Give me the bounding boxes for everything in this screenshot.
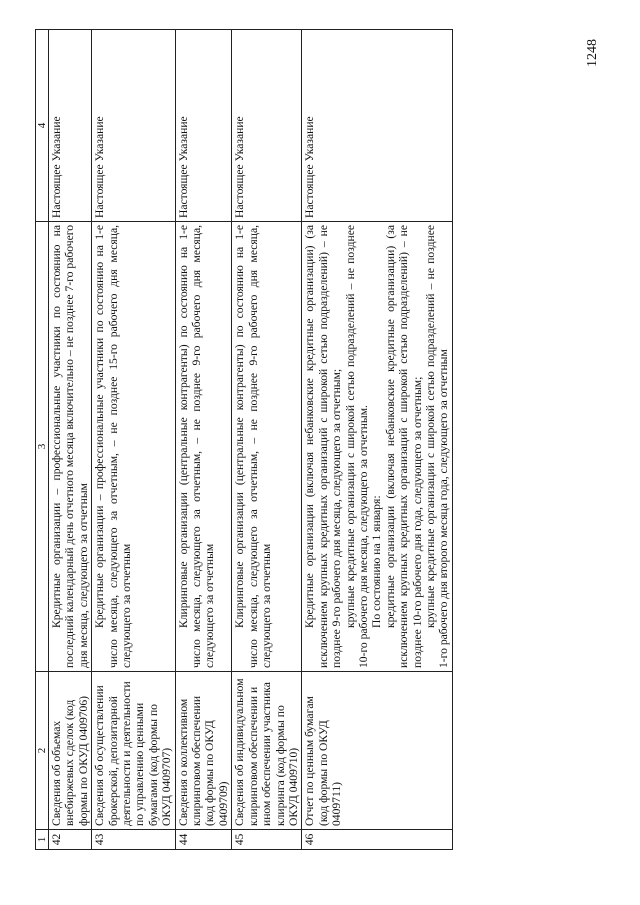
- deadline-paragraph: кредитные организации (включая небанковские кредитные организации) (за исключением крупных кредитных организаций с широкой сетью подразделений) – не позднее 10-го рабочего дня года, следующего за отчетным;: [383, 225, 424, 668]
- table-row: [92, 30, 175, 850]
- governing-document: Настоящее Указание: [302, 30, 452, 222]
- governing-document: Настоящее Указание: [232, 30, 302, 222]
- governing-document: Настоящее Указание: [92, 30, 175, 222]
- form-name: Отчет по ценным бумагам (код формы по ОКУД 0409711): [302, 672, 452, 830]
- submission-deadline: [232, 222, 302, 672]
- table-row: [175, 30, 232, 850]
- row-number: 44: [175, 830, 232, 850]
- reporting-forms-table: [35, 29, 453, 850]
- row-number: 43: [92, 830, 175, 850]
- row-number: 45: [232, 830, 302, 850]
- row-number: 46: [302, 830, 452, 850]
- column-header: 3: [36, 222, 49, 672]
- form-name: Сведения об объемах внебиржевых сделок (код формы по ОКУД 0409706): [49, 672, 92, 830]
- column-header: 2: [36, 672, 49, 830]
- table-row: [49, 30, 92, 850]
- deadline-paragraph: Клиринговые организации (центральные контрагенты) по состоянию на 1-е число месяца, следующего за отчетным, – не позднее 9-го рабочего дня месяца, следующего за отчетным: [233, 225, 274, 668]
- deadline-paragraph: крупные кредитные организации с широкой сетью подразделений – не позднее 1-го рабочего дня второго месяца года, следующего за отчетным: [423, 225, 451, 668]
- form-name: Сведения об индивидуальном клиринговом обеспечении и ином обеспечении участника клиринга (код формы по ОКУД 0409710): [232, 672, 302, 830]
- deadline-paragraph: крупные кредитные организации с широкой сетью подразделений – не позднее 10-го рабочего дня месяца, следующего за отчетным.: [343, 225, 370, 668]
- form-name: Сведения об осуществлении брокерской, депозитарной деятельности и деятельности по управлению ценными бумагами (код формы по ОКУД 0409707): [92, 672, 175, 830]
- deadline-paragraph: Кредитные организации – профессиональные участники по состоянию на последний календарный день отчетного месяца включительно – не позднее 7-го рабочего дня месяца, следующего за отчетным: [50, 225, 90, 668]
- page-number: 1248: [585, 39, 600, 67]
- deadline-paragraph: Клиринговые организации (центральные контрагенты) по состоянию на 1-е число месяца, следующего за отчетным, – не позднее 9-го рабочего дня месяца, следующего за отчетным: [176, 225, 217, 668]
- submission-deadline: [175, 222, 232, 672]
- submission-deadline: [302, 222, 452, 672]
- row-number: 42: [49, 830, 92, 850]
- table-row: [302, 30, 452, 850]
- table-row: [232, 30, 302, 850]
- governing-document: Настоящее Указание: [49, 30, 92, 222]
- table-header-row: [36, 30, 49, 850]
- column-header: 1: [36, 830, 49, 850]
- deadline-paragraph: По состоянию на 1 января:: [370, 495, 384, 628]
- column-header: 4: [36, 30, 49, 222]
- deadline-paragraph: Кредитные организации – профессиональные участники по состоянию на 1-е число месяца, следующего за отчетным, – не позднее 15-го рабочего дня месяца, следующего за отчетным: [93, 225, 134, 668]
- form-name: Сведения о коллективном клиринговом обеспечении (код формы по ОКУД 0409709): [175, 672, 232, 830]
- submission-deadline: [49, 222, 92, 672]
- submission-deadline: [92, 222, 175, 672]
- governing-document: Настоящее Указание: [175, 30, 232, 222]
- deadline-paragraph: Кредитные организации (включая небанковские кредитные организации) (за исключением крупных кредитных организаций с широкой сетью подразделений) – не позднее 9-го рабочего дня месяца, следующего за отчетным;: [303, 225, 344, 668]
